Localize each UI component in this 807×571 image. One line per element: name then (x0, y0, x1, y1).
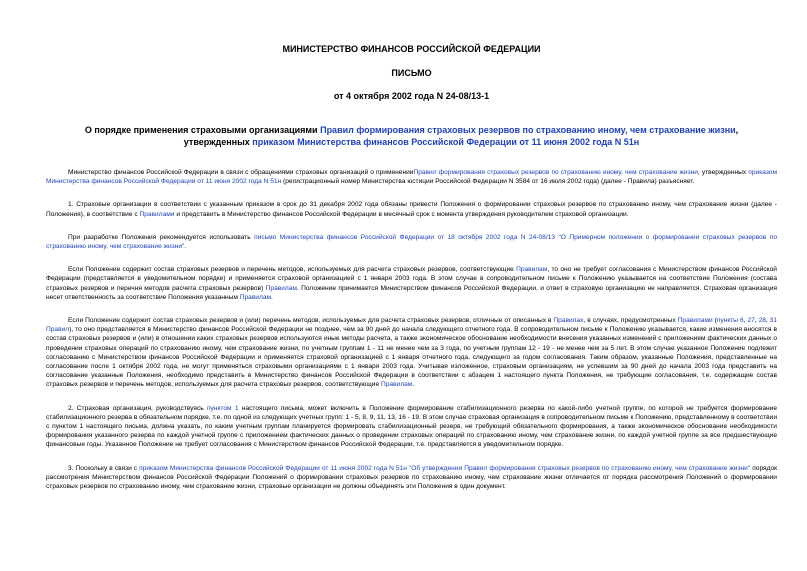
title-link-order[interactable]: приказом Министерства финансов Российской Федерации от 11 июня 2002 года N 51н (252, 137, 640, 147)
title-link-rules[interactable]: Правил формирования страховых резервов по страхованию иному, чем страхование жизни (320, 125, 736, 135)
text: Если Положение содержит состав страховых резервов и перечень методов, используемых для расчета страховых резервов, соответствующие (68, 266, 517, 274)
title-text-1: О порядке применения страховыми организациями (84, 125, 321, 135)
text: (регистрационный номер Министерства юстиции Российской Федерации N 3584 от 16 июля 2002 года) (далее - Правила) разъясняет. (281, 178, 695, 186)
text: , утвержденных (697, 169, 749, 176)
paragraph-intro (46, 168, 777, 186)
link-rules[interactable]: Правилам (265, 284, 297, 292)
paragraph-1 (46, 200, 777, 218)
link-rules[interactable]: Правилами (677, 317, 713, 325)
link-clause-6[interactable]: пункты 6 (716, 317, 744, 325)
text: порядок рассмотрения Министерством финансов Российской Федерации Положений о формировании страховых резервов по страхованию иному, чем страхование жизни отличается от порядка рассмотрения Положений о формировании страховых резервов по страхованию иному, чем страхование жизни, страховые организации не должны объединять эти Положения в один документ. (46, 464, 778, 491)
document-date-number: от 4 октября 2002 года N 24-08/13-1 (333, 91, 490, 101)
link-rules[interactable]: Правил формирования страховых резервов по страхованию иному, чем страхование жизни (413, 169, 698, 176)
link-rules[interactable]: Правилах (553, 317, 584, 325)
text: При разработке Положения рекомендуется использовать (68, 233, 255, 241)
text: ), то оно представляется в Министерство финансов Российской Федерации не позднее, чем за 90 дней до начала следующего отчетного года. В сопроводительном письме к Положению указывается, какие изменения вносятся в состав страховых резервов и (или) в отношении каких страховых резервов используются иные методы расчета, а также экономическое обоснование необходимости внесения указанных изменений с приложением фактических данных о проведении страховых операций по страхованию иному, чем страхование жизни, по учетным группам 1 - 11 не менее чем за 3 года, по учетным группам 12 - 19 - не менее чем за 5 лет. В этом случае указанное Положение подлежит согласованию с Министерством финансов Российской Федерации и применяется страховой организацией с 1 января отчетного года, следующего за годом согласования. Таким образом, указанные Положения, представленные на согласование после 1 октября 2002 года, не могут применяться страховыми организациями с 1 января 2003 года. Учитывая изложенное, страховым организациям, не успевшим за 90 дней до начала 2003 года представить на согласование указанные Положения, необходимо представить в Министерство финансов Российской Федерации в соответствии с абзацем 1 настоящего пункта Положения, не требующие согласования, т.е. содержащие состав страховых резервов и перечень методов, используемых для расчета страховых резервов, соответствующие (46, 326, 777, 389)
document-title (46, 124, 777, 148)
link-rules[interactable]: Правилам (239, 293, 272, 301)
text: Если Положение содержит состав страховых резервов и (или) перечень методов, используемых для расчета страховых резервов, отличные от описанных в (68, 317, 554, 325)
paragraph-3 (46, 464, 777, 492)
text: 3. Поскольку в связи с (68, 464, 140, 472)
paragraph-2 (46, 404, 777, 450)
link-clause-31[interactable]: 31 Правил (46, 317, 778, 334)
text: Министерство финансов Российской Федерации в связи с обращениями страховых организаций о применении (68, 169, 414, 176)
text: 2. Страховая организация, руководствуясь (68, 404, 207, 412)
text: настоящего письма, может включить в Положение формирование стабилизационного резерва по какой-либо учетной группе, по которой не требуется формирование стабилизационного резерва в обязательном порядке, т.е. по одной из следующих учетных групп: 1 - 5, 8, 9, 11, 13, 16 - 19. В этом случае страховая организация в сопроводительном письме к Положению, представленному в соответствии с пунктом 1 настоящего письма, должна указать, по каким учетным группам планируется формировать стабилизационный резерв, не требующий обязательного формирования, а также экономическое обоснование необходимости формирования указанного резерва по каждой учетной группе с приложением фактических данных о проведении страховых операций по страхованию иному, чем страхование жизни, по каждой учетной группе за все предшествующие финансовые годы. Указанное Положение не требует согласования с Министерством финансов Российской Федерации, т.е. представляется в уведомительном порядке. (46, 404, 778, 449)
link-letter[interactable]: письмо Министерства финансов Российской Федерации от 18 октября 2002 года N 24-08/13 "О Примерном положении о формировании страховых резервов по страхованию иному, чем страхование жизни" (46, 233, 777, 251)
text: . Положение принимается Министерством финансов Российской Федерации, и ответ в страховую организацию не направляется. Страховая организация несет ответственность за соответствие Положения указанным (46, 284, 778, 301)
text: , (754, 317, 759, 325)
paragraph-compliant-regulation (46, 265, 777, 302)
text: . (184, 243, 187, 251)
link-clause-1[interactable]: пунктом 1 (206, 404, 239, 412)
text: , то оно не требует согласования с Министерством финансов Российской Федерации (представляется в уведомительном порядке) и применяется страховой организацией с 1 января 2003 года. В этом случае в сопроводительном письме к Положению указывается на соответствие Положения (состава страховых резервов и перечня методов расчета страховых резервов) (46, 266, 777, 292)
link-clause-27[interactable]: 27 (747, 317, 755, 325)
document-type-heading: ПИСЬМО (391, 68, 432, 78)
link-order[interactable]: приказом Министерства финансов Российской Федерации от 11 июня 2002 года N 51н (46, 169, 777, 186)
title-text-2: , утвержденных (183, 125, 739, 147)
text: , (743, 317, 748, 325)
paragraph-differing-regulation (46, 316, 777, 390)
link-rules[interactable]: Правилами (139, 210, 175, 218)
text: . (271, 293, 273, 301)
link-rules[interactable]: Правилам (516, 266, 548, 274)
link-order[interactable]: приказом Министерства финансов Российской Федерации от 11 июня 2002 года N 51н "Об утверждении Правил формирования страховых резервов по страхованию иному, чем страхование жизни" (139, 464, 751, 472)
text: 1. Страховые организации в соответствии с указанным приказом в срок до 31 декабря 2002 года обязаны привести Положения о формировании страховых резервов по страхованию иному, чем страхование жизни (далее - Положения), в соответствие с (46, 201, 777, 218)
text: и представить в Министерство финансов Российской Федерации в месячный срок с момента утверждения руководителем страховой организации. (174, 210, 629, 218)
link-clause-28[interactable]: 28 (758, 317, 766, 325)
link-rules[interactable]: Правилам (380, 381, 413, 389)
paragraph-recommendation (46, 233, 777, 251)
text: , в случаях, предусмотренных (583, 317, 678, 325)
text: ( (712, 317, 717, 325)
text: . (412, 381, 415, 389)
text: , (765, 317, 770, 325)
ministry-heading: МИНИСТЕРСТВО ФИНАНСОВ РОССИЙСКОЙ ФЕДЕРАЦИИ (282, 44, 541, 54)
